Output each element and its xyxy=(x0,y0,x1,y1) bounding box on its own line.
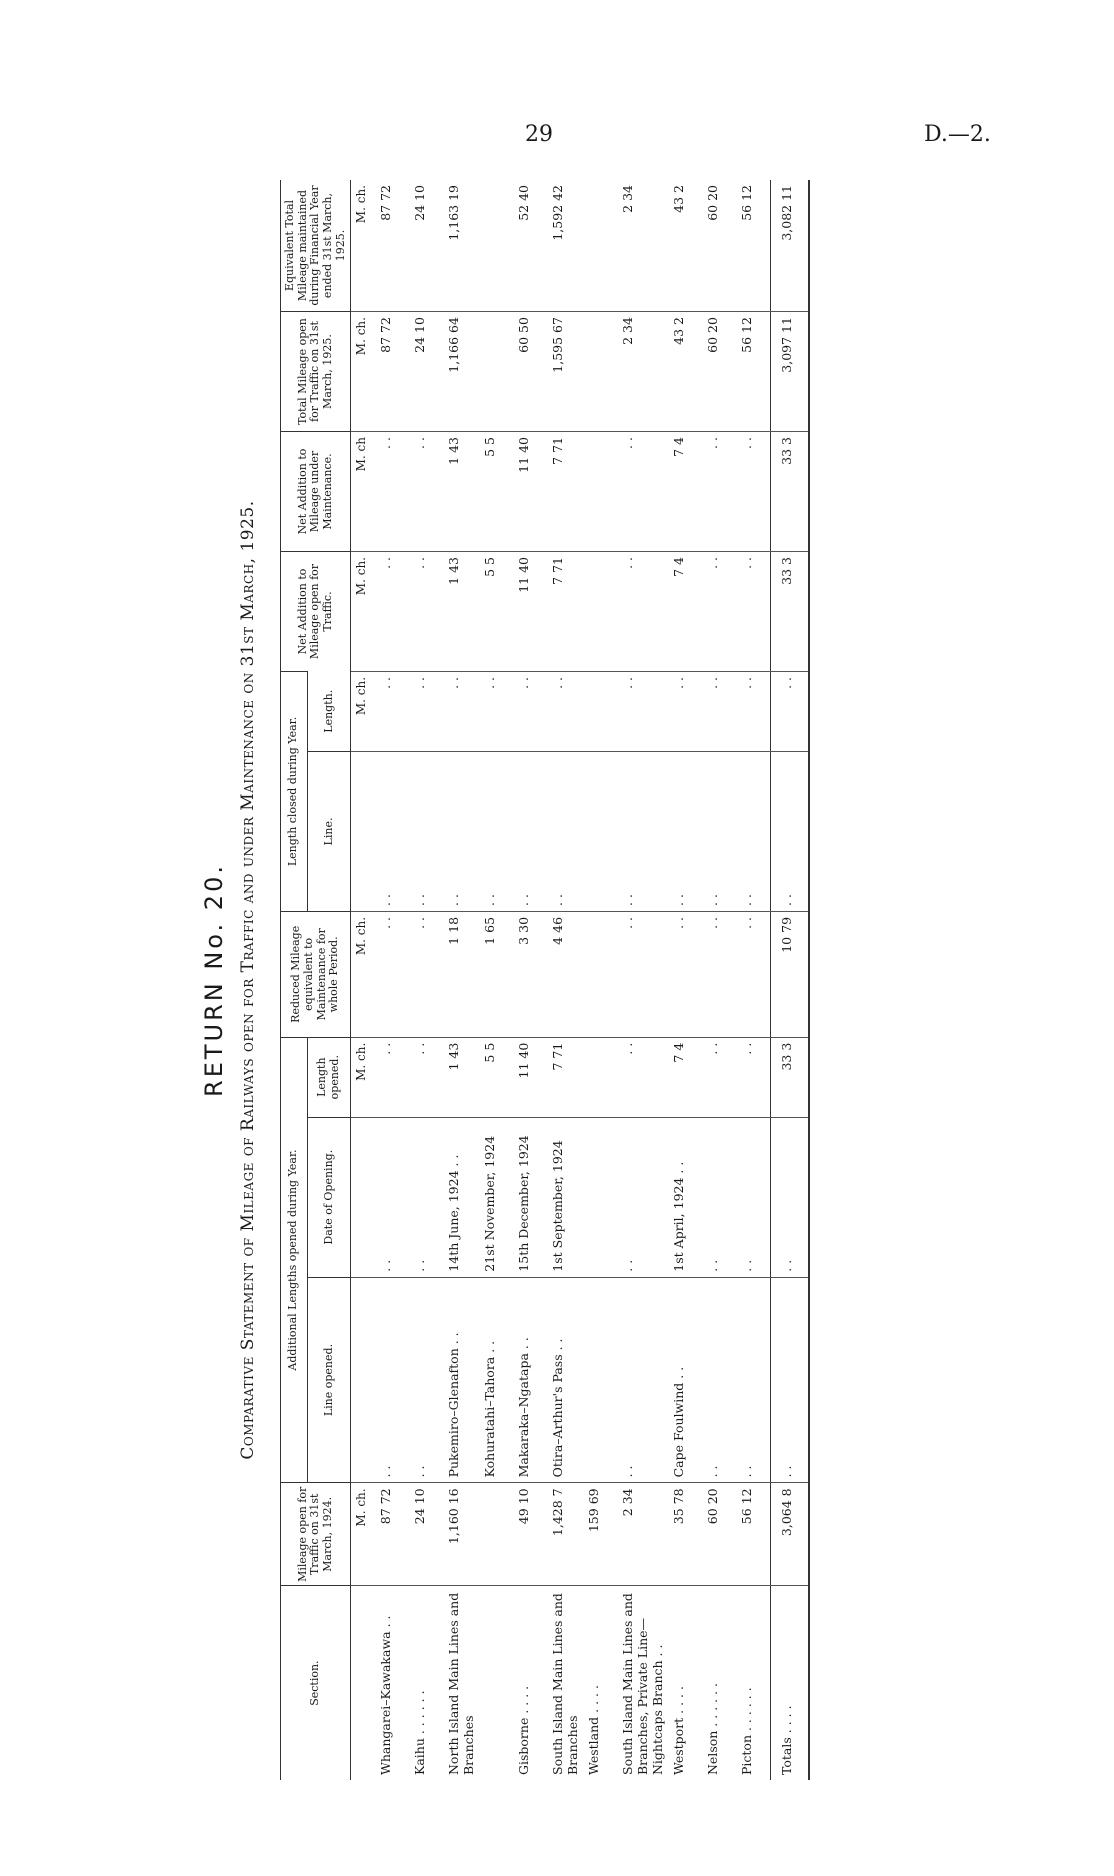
reduced-mileage-cell: . . xyxy=(409,911,443,1037)
section-cell: Whangarei–Kawakawa . . xyxy=(375,1586,409,1780)
line-opened-cell: . . xyxy=(409,1277,443,1483)
reduced-mileage-cell xyxy=(583,911,617,1037)
net-maintenance-cell xyxy=(583,432,617,552)
closed-line-cell: . . xyxy=(736,751,771,911)
total-1925-cell: 1,166 64 xyxy=(443,312,479,432)
totals-line-opened: . . xyxy=(771,1277,810,1483)
table-row xyxy=(547,180,583,1780)
closed-length-cell: . . xyxy=(736,671,771,751)
document-reference: D.—2. xyxy=(924,122,991,147)
closed-line-cell: . . xyxy=(668,751,702,911)
closed-length-cell: . . xyxy=(443,671,479,751)
reduced-mileage-cell: . . xyxy=(702,911,736,1037)
length-opened-cell: 7 71 xyxy=(547,1037,583,1117)
header-mileage-1924: Mileage open for Traffic on 31st March, 1924. xyxy=(281,1483,351,1586)
equivalent-cell xyxy=(479,180,513,312)
closed-length-cell: . . xyxy=(409,671,443,751)
reduced-mileage-cell: . . xyxy=(617,911,668,1037)
unit-cell xyxy=(351,751,376,911)
net-traffic-cell: 11 40 xyxy=(513,552,547,672)
table-row xyxy=(736,180,771,1780)
totals-date-opening: . . xyxy=(771,1117,810,1277)
date-opening-cell: . . xyxy=(702,1117,736,1277)
total-1925-cell: 2 34 xyxy=(617,312,668,432)
closed-length-cell xyxy=(583,671,617,751)
equivalent-cell: 24 10 xyxy=(412,185,428,221)
net-maintenance-cell: . . xyxy=(736,432,771,552)
totals-mileage-1924: 3,064 8 xyxy=(771,1483,810,1586)
date-opening-cell: 14th June, 1924 . . xyxy=(443,1117,479,1277)
date-opening-cell: 21st November, 1924 xyxy=(479,1117,513,1277)
totals-closed-line: . . xyxy=(771,751,810,911)
closed-line-cell: . . xyxy=(443,751,479,911)
net-maintenance-cell: 1 43 xyxy=(443,432,479,552)
length-opened-cell: 1 43 xyxy=(443,1037,479,1117)
line-opened-cell xyxy=(583,1277,617,1483)
header-closed-line: Line. xyxy=(307,751,351,911)
mileage-1924-cell: 49 10 xyxy=(513,1483,547,1586)
total-1925-cell: 60 20 xyxy=(702,312,736,432)
net-traffic-cell: 7 71 xyxy=(547,552,583,672)
date-opening-cell: . . xyxy=(617,1117,668,1277)
closed-line-cell: . . xyxy=(409,751,443,911)
table-row xyxy=(668,180,702,1780)
net-traffic-cell: . . xyxy=(375,552,409,672)
section-cell: Gisborne . . . . xyxy=(513,1586,547,1780)
reduced-mileage-cell: . . xyxy=(375,911,409,1037)
net-traffic-cell: . . xyxy=(736,552,771,672)
header-date-of-opening: Date of Opening. xyxy=(307,1117,351,1277)
total-1925-cell: 56 12 xyxy=(736,312,771,432)
header-equivalent-mileage: Equivalent Total Mileage maintained during Financial Year ended 31st March, 1925. xyxy=(281,180,351,312)
totals-label: Totals . . . . xyxy=(771,1586,810,1780)
closed-line-cell: . . xyxy=(702,751,736,911)
closed-line-cell xyxy=(583,751,617,911)
mileage-1924-cell xyxy=(479,1483,513,1586)
net-maintenance-cell: 11 40 xyxy=(513,432,547,552)
unit-cell: M. ch. xyxy=(351,1483,376,1586)
mileage-1924-cell: 159 69 xyxy=(583,1483,617,1586)
closed-length-cell: . . xyxy=(668,671,702,751)
net-traffic-cell: . . xyxy=(409,552,443,672)
unit-cell: M. ch. xyxy=(351,552,376,672)
section-cell: North Island Main Lines and Branches xyxy=(443,1586,479,1780)
mileage-1924-cell: 1,428 7 xyxy=(547,1483,583,1586)
header-total-mileage-1925: Total Mileage open for Traffic on 31st March, 1925. xyxy=(281,312,351,432)
totals-length-opened: 33 3 xyxy=(771,1037,810,1117)
net-traffic-cell: . . xyxy=(617,552,668,672)
unit-cell: M. ch. xyxy=(351,911,376,1037)
mileage-table xyxy=(280,180,810,1780)
header-net-addition-maintenance: Net Addition to Mileage under Maintenance. xyxy=(281,432,351,552)
length-opened-cell: . . xyxy=(736,1037,771,1117)
unit-cell xyxy=(351,1586,376,1780)
table-row xyxy=(702,180,736,1780)
unit-cell xyxy=(351,1277,376,1483)
equivalent-cell: 87 72 xyxy=(378,185,394,221)
net-maintenance-cell: . . xyxy=(409,432,443,552)
date-opening-cell: 1st April, 1924 . . xyxy=(668,1117,702,1277)
unit-cell: M. ch. xyxy=(351,1037,376,1117)
reduced-mileage-cell: . . xyxy=(736,911,771,1037)
length-opened-cell: . . xyxy=(409,1037,443,1117)
net-maintenance-cell: 7 4 xyxy=(668,432,702,552)
header-additional-lengths: Additional Lengths opened during Year. xyxy=(281,1037,308,1483)
closed-length-cell: . . xyxy=(702,671,736,751)
line-opened-cell: Otira–Arthur's Pass . . xyxy=(547,1277,583,1483)
line-opened-cell: Kohuratahi–Tahora . . xyxy=(479,1277,513,1483)
section-cell: Kaihu . . . . . . xyxy=(409,1586,443,1780)
total-1925-cell: 24 10 xyxy=(409,312,443,432)
line-opened-cell: Cape Foulwind . . xyxy=(668,1277,702,1483)
table-body xyxy=(375,180,771,1780)
section-cell: Picton . . . . . . xyxy=(736,1586,771,1780)
net-maintenance-cell: 5 5 xyxy=(479,432,513,552)
closed-length-cell: . . xyxy=(617,671,668,751)
table-row xyxy=(617,180,668,1780)
totals-equivalent: 3,082 11 xyxy=(771,180,810,312)
header-net-addition-traffic: Net Addition to Mileage open for Traffic. xyxy=(281,552,351,672)
line-opened-cell: . . xyxy=(736,1277,771,1483)
units-row xyxy=(351,180,376,1780)
unit-cell: M. ch. xyxy=(351,312,376,432)
table-row xyxy=(409,180,443,1780)
net-traffic-cell: 1 43 xyxy=(443,552,479,672)
net-traffic-cell xyxy=(583,552,617,672)
line-opened-cell: Pukemiro–Glenafton . . xyxy=(443,1277,479,1483)
header-length-opened: Length opened. xyxy=(307,1037,351,1117)
unit-cell: M. ch. xyxy=(351,671,376,751)
reduced-mileage-cell: . . xyxy=(668,911,702,1037)
net-maintenance-cell: . . xyxy=(617,432,668,552)
total-1925-cell xyxy=(479,312,513,432)
mileage-1924-cell: 35 78 xyxy=(668,1483,702,1586)
length-opened-cell: . . xyxy=(617,1037,668,1117)
table-row xyxy=(443,180,479,1780)
equivalent-cell: 56 12 xyxy=(739,185,755,221)
closed-length-cell: . . xyxy=(547,671,583,751)
section-cell: Nelson . . . . . . xyxy=(702,1586,736,1780)
length-opened-cell: . . xyxy=(702,1037,736,1117)
equivalent-cell: 1,592 42 xyxy=(550,185,566,241)
totals-closed-length: . . xyxy=(771,671,810,751)
total-1925-cell: 1,595 67 xyxy=(547,312,583,432)
length-opened-cell: 5 5 xyxy=(479,1037,513,1117)
date-opening-cell: . . xyxy=(736,1117,771,1277)
mileage-1924-cell: 56 12 xyxy=(736,1483,771,1586)
table-row xyxy=(513,180,547,1780)
total-1925-cell: 43 2 xyxy=(668,312,702,432)
reduced-mileage-cell: 1 18 xyxy=(443,911,479,1037)
statement-subtitle: Comparative Statement of Mileage of Railways open for Traffic and under Maintenance on 31st March, 1925. xyxy=(238,500,258,1460)
page-number: 29 xyxy=(525,122,553,147)
closed-line-cell: . . xyxy=(375,751,409,911)
equivalent-cell: 52 40 xyxy=(516,185,532,221)
net-traffic-cell: 7 4 xyxy=(668,552,702,672)
date-opening-cell xyxy=(583,1117,617,1277)
rotated-table-region xyxy=(200,180,840,1780)
total-1925-cell xyxy=(583,312,617,432)
length-opened-cell xyxy=(583,1037,617,1117)
date-opening-cell: 1st September, 1924 xyxy=(547,1117,583,1277)
mileage-1924-cell: 24 10 xyxy=(409,1483,443,1586)
line-opened-cell: . . xyxy=(617,1277,668,1483)
section-cell: South Island Main Lines and Branches xyxy=(547,1586,583,1780)
closed-line-cell: . . xyxy=(513,751,547,911)
return-title: RETURN No. 20. xyxy=(200,863,228,1097)
length-opened-cell: 11 40 xyxy=(513,1037,547,1117)
section-cell xyxy=(479,1586,513,1780)
header-section: Section. xyxy=(281,1586,351,1780)
table-row xyxy=(583,180,617,1780)
section-cell: South Island Main Lines and Branches, Private Line—Nightcaps Branch . . xyxy=(617,1586,668,1780)
line-opened-cell: Makaraka–Ngatapa . . xyxy=(513,1277,547,1483)
reduced-mileage-cell: 1 65 xyxy=(479,911,513,1037)
header-reduced-mileage: Reduced Mileage equivalent to Maintenance for whole Period. xyxy=(281,911,351,1037)
totals-reduced: 10 79 xyxy=(771,911,810,1037)
mileage-1924-cell: 87 72 xyxy=(375,1483,409,1586)
reduced-mileage-cell: 3 30 xyxy=(513,911,547,1037)
section-cell: Westland . . . . xyxy=(583,1586,617,1780)
closed-length-cell: . . xyxy=(479,671,513,751)
line-opened-cell: . . xyxy=(375,1277,409,1483)
equivalent-cell xyxy=(583,180,617,312)
header-closed-length: Length. xyxy=(307,671,351,751)
closed-length-cell: . . xyxy=(375,671,409,751)
closed-length-cell: . . xyxy=(513,671,547,751)
totals-total-1925: 3,097 11 xyxy=(771,312,810,432)
closed-line-cell: . . xyxy=(617,751,668,911)
mileage-1924-cell: 2 34 xyxy=(617,1483,668,1586)
header-line-opened: Line opened. xyxy=(307,1277,351,1483)
table-row xyxy=(375,180,409,1780)
line-opened-cell: . . xyxy=(702,1277,736,1483)
totals-net-traffic: 33 3 xyxy=(771,552,810,672)
net-traffic-cell: . . xyxy=(702,552,736,672)
mileage-1924-cell: 1,160 16 xyxy=(443,1483,479,1586)
total-1925-cell: 87 72 xyxy=(375,312,409,432)
unit-cell: M. ch. xyxy=(354,185,369,224)
totals-row xyxy=(771,180,810,1780)
net-maintenance-cell: 7 71 xyxy=(547,432,583,552)
table-row xyxy=(479,180,513,1780)
date-opening-cell: . . xyxy=(375,1117,409,1277)
equivalent-cell: 1,163 19 xyxy=(446,185,462,241)
unit-cell xyxy=(351,1117,376,1277)
header-length-closed: Length closed during Year. xyxy=(281,671,308,911)
mileage-1924-cell: 60 20 xyxy=(702,1483,736,1586)
date-opening-cell: 15th December, 1924 xyxy=(513,1117,547,1277)
total-1925-cell: 60 50 xyxy=(513,312,547,432)
net-traffic-cell: 5 5 xyxy=(479,552,513,672)
net-maintenance-cell: . . xyxy=(702,432,736,552)
reduced-mileage-cell: 4 46 xyxy=(547,911,583,1037)
section-cell: Westport . . . . xyxy=(668,1586,702,1780)
closed-line-cell: . . xyxy=(547,751,583,911)
equivalent-cell: 43 2 xyxy=(671,185,687,213)
totals-net-maintenance: 33 3 xyxy=(771,432,810,552)
length-opened-cell: 7 4 xyxy=(668,1037,702,1117)
equivalent-cell: 2 34 xyxy=(620,185,636,213)
closed-line-cell: . . xyxy=(479,751,513,911)
date-opening-cell: . . xyxy=(409,1117,443,1277)
length-opened-cell: . . xyxy=(375,1037,409,1117)
unit-cell: M. ch xyxy=(351,432,376,552)
equivalent-cell: 60 20 xyxy=(705,185,721,221)
net-maintenance-cell: . . xyxy=(375,432,409,552)
